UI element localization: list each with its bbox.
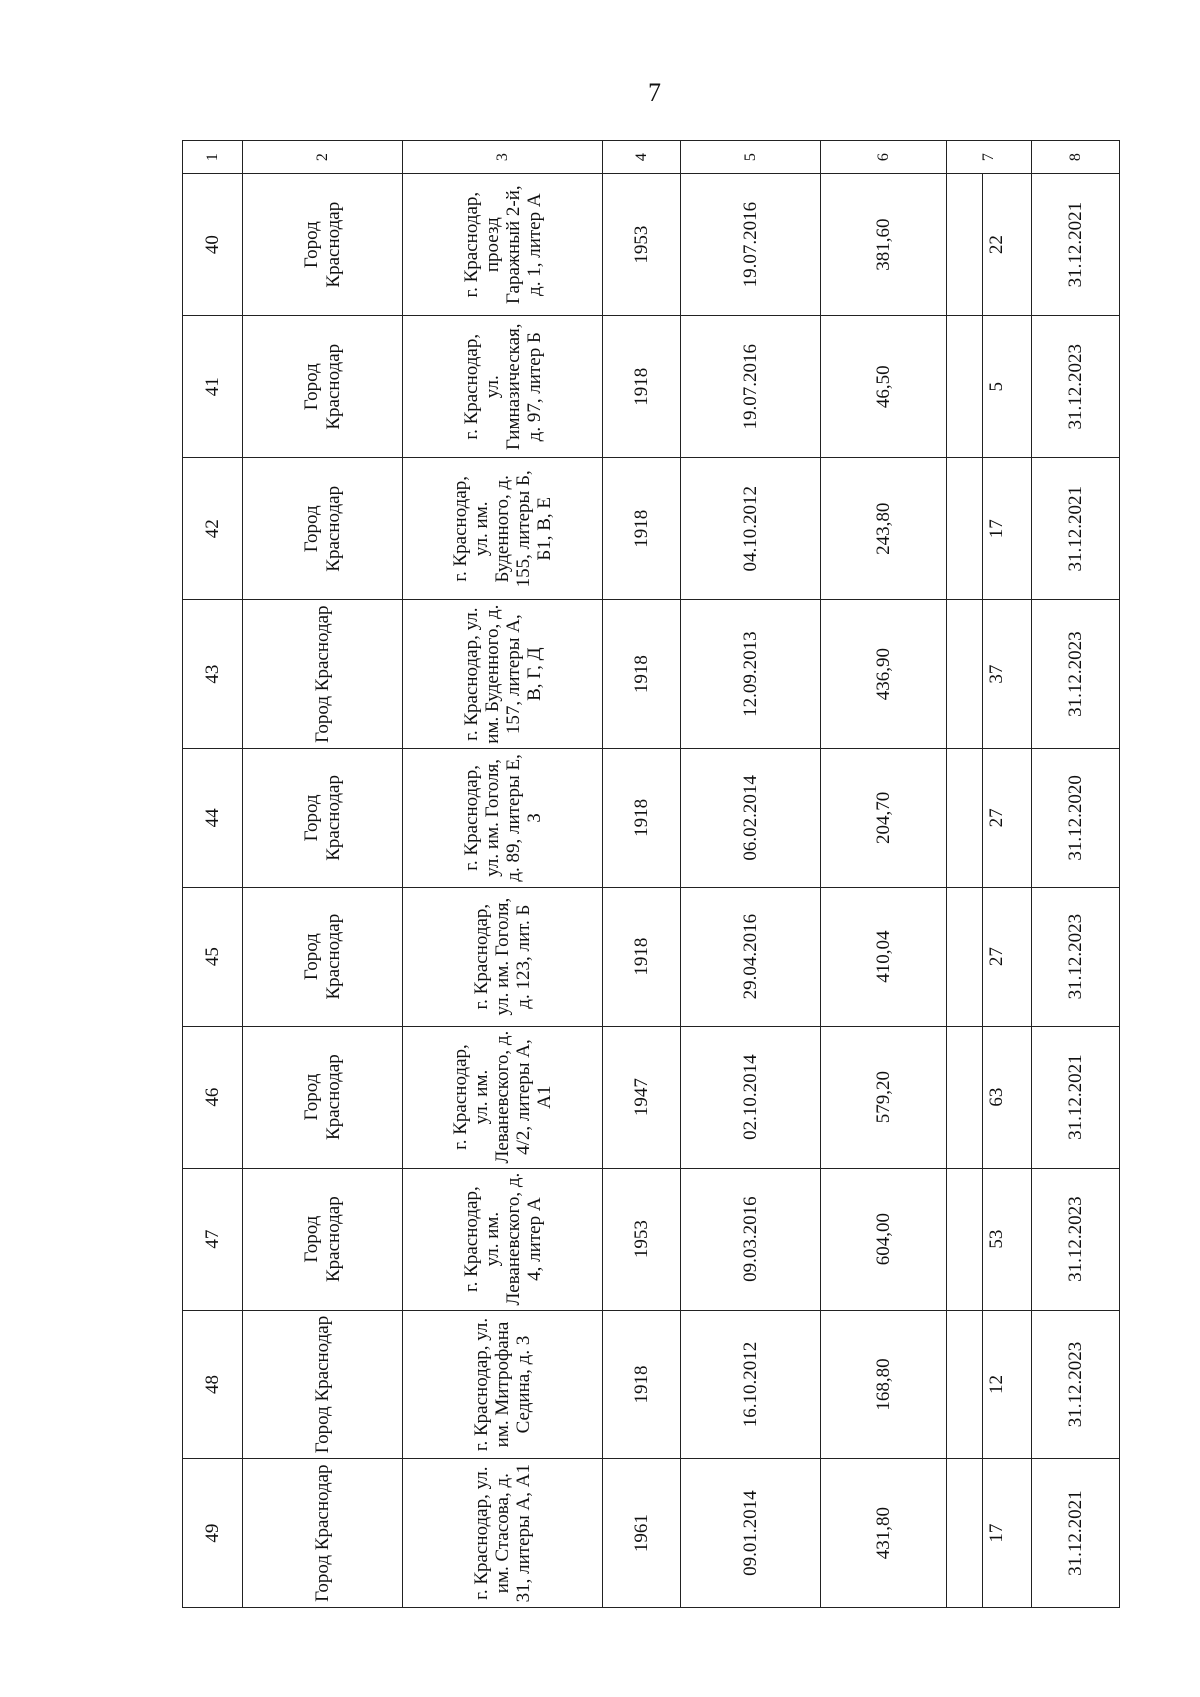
cell-date-42: 04.10.2012 (681, 458, 821, 600)
cell-date-41: 19.07.2016 (681, 316, 821, 458)
header-col-1: 1 (183, 141, 243, 174)
cell-c7-upper-46 (947, 1027, 983, 1168)
table-field-row-1 (183, 141, 243, 1608)
cell-deadline-46: 31.12.2021 (1032, 1026, 1120, 1168)
cell-date-49: 09.01.2014 (681, 1459, 821, 1608)
cell-n-41: 41 (183, 316, 243, 458)
cell-address-45: г. Краснодар, ул. им. Гоголя, д. 123, лит. Б (403, 887, 603, 1026)
header-col-2: 2 (243, 141, 403, 174)
cell-c7-47 (947, 1168, 1032, 1310)
cell-address-43: г. Краснодар, ул. им. Буденного, д. 157, литеры А, В, Г, Д (403, 600, 603, 749)
header-col-5: 5 (681, 141, 821, 174)
cell-c7-46 (947, 1026, 1032, 1168)
cell-area-41: 46,50 (821, 316, 947, 458)
cell-c7-value-44: 27 (986, 808, 1008, 828)
header-col-4: 4 (603, 141, 681, 174)
cell-address-48: г. Краснодар, ул. им. Митрофана Седина, д. 3 (403, 1310, 603, 1459)
cell-city-40: Город Краснодар (243, 174, 403, 316)
cell-c7-upper-48 (947, 1311, 983, 1459)
cell-address-42: г. Краснодар, ул. им. Буденного, д. 155, литеры Б, Б1, В, Е (403, 458, 603, 600)
cell-area-45: 410,04 (821, 887, 947, 1026)
cell-c7-45 (947, 887, 1032, 1026)
header-col-6: 6 (821, 141, 947, 174)
cell-c7-value-48: 12 (986, 1375, 1008, 1394)
cell-c7-value-47: 53 (986, 1229, 1008, 1249)
cell-address-41: г. Краснодар, ул. Гимназическая, д. 97, литер Б (403, 316, 603, 458)
cell-city-46: Город Краснодар (243, 1026, 403, 1168)
cell-year-45: 1918 (603, 887, 681, 1026)
cell-c7-40 (947, 174, 1032, 316)
cell-c7-43 (947, 600, 1032, 749)
header-col-3: 3 (403, 141, 603, 174)
cell-n-42: 42 (183, 458, 243, 600)
cell-year-41: 1918 (603, 316, 681, 458)
cell-deadline-43: 31.12.2023 (1032, 600, 1120, 749)
cell-city-43: Город Краснодар (243, 600, 403, 749)
cell-n-49: 49 (183, 1459, 243, 1608)
buildings-table (182, 140, 1120, 1608)
cell-address-44: г. Краснодар, ул. им. Гоголя, д. 89, литеры Е, З (403, 749, 603, 888)
cell-c7-49 (947, 1459, 1032, 1608)
cell-c7-48 (947, 1310, 1032, 1459)
cell-date-47: 09.03.2016 (681, 1168, 821, 1310)
cell-deadline-42: 31.12.2021 (1032, 458, 1120, 600)
cell-deadline-41: 31.12.2023 (1032, 316, 1120, 458)
table-field-row-5 (681, 141, 821, 1608)
cell-deadline-49: 31.12.2021 (1032, 1459, 1120, 1608)
cell-city-48: Город Краснодар (243, 1310, 403, 1459)
cell-deadline-47: 31.12.2023 (1032, 1168, 1120, 1310)
page-number: 7 (648, 78, 661, 107)
cell-deadline-40: 31.12.2021 (1032, 174, 1120, 316)
cell-c7-upper-44 (947, 749, 983, 887)
cell-n-43: 43 (183, 600, 243, 749)
cell-area-43: 436,90 (821, 600, 947, 749)
cell-n-48: 48 (183, 1310, 243, 1459)
cell-year-42: 1918 (603, 458, 681, 600)
cell-c7-42 (947, 458, 1032, 600)
cell-area-46: 579,20 (821, 1026, 947, 1168)
cell-c7-value-45: 27 (986, 947, 1008, 967)
cell-c7-value-42: 17 (986, 519, 1008, 539)
cell-city-44: Город Краснодар (243, 749, 403, 888)
table-field-row-6 (821, 141, 947, 1608)
cell-date-43: 12.09.2013 (681, 600, 821, 749)
cell-city-45: Город Краснодар (243, 887, 403, 1026)
cell-date-40: 19.07.2016 (681, 174, 821, 316)
cell-c7-upper-47 (947, 1169, 983, 1310)
cell-year-47: 1953 (603, 1168, 681, 1310)
table-field-row-8 (1032, 141, 1120, 1608)
header-col-7: 7 (947, 141, 1032, 174)
cell-c7-upper-43 (947, 600, 983, 748)
header-col-8: 8 (1032, 141, 1120, 174)
cell-date-44: 06.02.2014 (681, 749, 821, 888)
table-field-row-7 (947, 141, 1032, 1608)
cell-area-42: 243,80 (821, 458, 947, 600)
cell-c7-value-43: 37 (986, 664, 1008, 684)
cell-date-46: 02.10.2014 (681, 1026, 821, 1168)
cell-date-48: 16.10.2012 (681, 1310, 821, 1459)
cell-n-40: 40 (183, 174, 243, 316)
cell-city-47: Город Краснодар (243, 1168, 403, 1310)
cell-year-49: 1961 (603, 1459, 681, 1608)
cell-year-48: 1918 (603, 1310, 681, 1459)
cell-c7-value-40: 22 (986, 235, 1008, 255)
rotated-table-wrapper (182, 140, 1086, 1608)
cell-address-40: г. Краснодар, проезд Гаражный 2-й, д. 1, литер А (403, 174, 603, 316)
cell-n-47: 47 (183, 1168, 243, 1310)
cell-year-44: 1918 (603, 749, 681, 888)
cell-city-42: Город Краснодар (243, 458, 403, 600)
cell-address-46: г. Краснодар, ул. им. Леваневского, д. 4/2, литеры А, А1 (403, 1026, 603, 1168)
cell-deadline-44: 31.12.2020 (1032, 749, 1120, 888)
table-field-row-2 (243, 141, 403, 1608)
cell-c7-41 (947, 316, 1032, 458)
cell-c7-upper-49 (947, 1459, 983, 1607)
cell-city-41: Город Краснодар (243, 316, 403, 458)
cell-deadline-48: 31.12.2023 (1032, 1310, 1120, 1459)
cell-c7-value-41: 5 (986, 381, 1008, 392)
cell-city-49: Город Краснодар (243, 1459, 403, 1608)
cell-area-40: 381,60 (821, 174, 947, 316)
cell-c7-upper-41 (947, 316, 983, 457)
cell-area-44: 204,70 (821, 749, 947, 888)
cell-area-49: 431,80 (821, 1459, 947, 1608)
cell-c7-value-46: 63 (986, 1087, 1008, 1107)
cell-c7-upper-42 (947, 458, 983, 599)
cell-year-43: 1918 (603, 600, 681, 749)
cell-n-44: 44 (183, 749, 243, 888)
cell-n-46: 46 (183, 1026, 243, 1168)
cell-c7-44 (947, 749, 1032, 888)
cell-c7-upper-45 (947, 888, 983, 1026)
cell-c7-upper-40 (947, 174, 983, 315)
cell-n-45: 45 (183, 887, 243, 1026)
cell-deadline-45: 31.12.2023 (1032, 887, 1120, 1026)
table-field-row-3 (403, 141, 603, 1608)
cell-year-40: 1953 (603, 174, 681, 316)
table-field-row-4 (603, 141, 681, 1608)
cell-year-46: 1947 (603, 1026, 681, 1168)
cell-date-45: 29.04.2016 (681, 887, 821, 1026)
cell-area-48: 168,80 (821, 1310, 947, 1459)
cell-address-49: г. Краснодар, ул. им. Стасова, д. 31, литеры А, А1 (403, 1459, 603, 1608)
cell-address-47: г. Краснодар, ул. им. Леваневского, д. 4, литер А (403, 1168, 603, 1310)
cell-area-47: 604,00 (821, 1168, 947, 1310)
cell-c7-value-49: 17 (986, 1523, 1008, 1543)
